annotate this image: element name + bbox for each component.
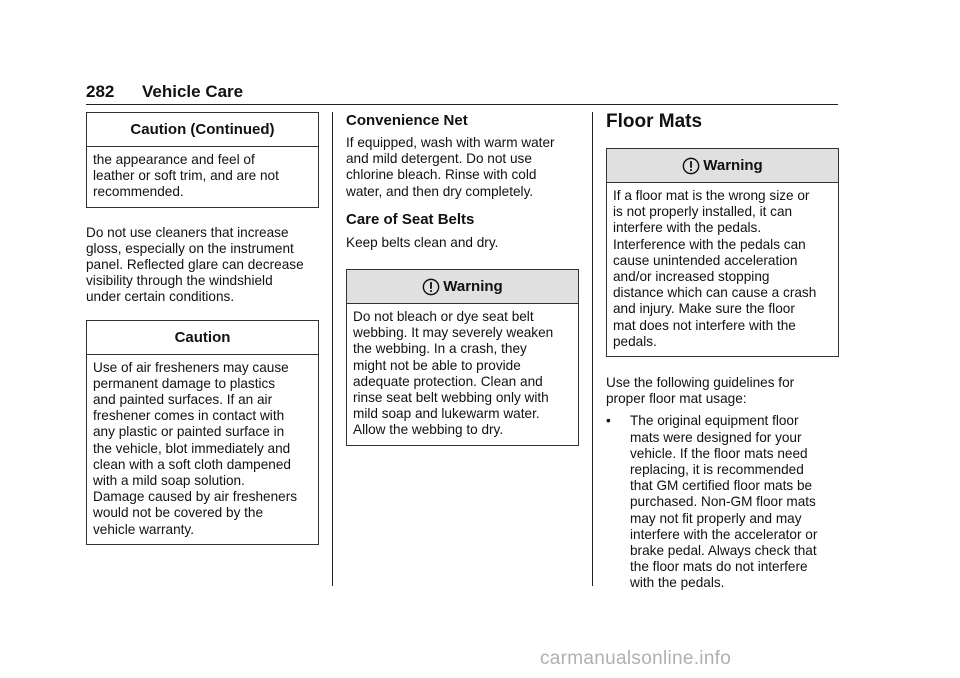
text-line: water, and then dry completely. — [346, 183, 534, 199]
text-line: vehicle warranty. — [93, 521, 194, 537]
text-line: and painted surfaces. If an air — [93, 392, 273, 408]
floor-mat-warning-box — [606, 148, 839, 357]
text-line: brake pedal. Always check that — [630, 543, 817, 559]
warning-body — [347, 304, 578, 445]
text-line: Allow the webbing to dry. — [353, 422, 504, 438]
text-line: and mild detergent. Do not use — [346, 151, 532, 167]
text-line: The original equipment floor — [630, 413, 799, 429]
text-line: Damage caused by air fresheners — [93, 489, 298, 505]
text-line: panel. Reflected glare can decrease — [86, 257, 304, 273]
warning-icon — [682, 157, 700, 175]
warning-title: Warning — [443, 278, 503, 296]
caution-title: Caution — [87, 321, 318, 355]
warning-body — [607, 183, 838, 356]
text-line: clean with a soft cloth dampened — [93, 456, 291, 472]
text-line: vehicle. If the floor mats need — [630, 445, 808, 461]
text-line: the vehicle, blot immediately and — [93, 440, 291, 456]
watermark: carmanualsonline.info — [540, 648, 732, 669]
caution-continued-box — [86, 112, 319, 208]
text-line: under certain conditions. — [86, 289, 235, 305]
text-line: webbing. It may severely weaken — [353, 325, 554, 341]
text-line: with the pedals. — [630, 575, 725, 591]
column-divider — [332, 112, 333, 586]
floor-mats-heading: Floor Mats — [606, 111, 703, 132]
bullet-marker: • — [606, 413, 611, 429]
text-line: would not be covered by the — [93, 505, 264, 521]
text-line: the floor mats do not interfere — [630, 559, 808, 575]
caution-body — [87, 355, 318, 544]
bullet-text — [630, 413, 817, 591]
text-line: adequate protection. Clean and — [353, 373, 543, 389]
section-title: Vehicle Care — [142, 82, 244, 101]
text-line: gloss, especially on the instrument — [86, 240, 294, 256]
page-header — [86, 82, 838, 105]
text-line: visibility through the windshield — [86, 273, 273, 289]
text-line: If a floor mat is the wrong size or — [613, 188, 810, 203]
seat-belts-text: Keep belts clean and dry. — [346, 234, 499, 250]
text-line: with a mild soap solution. — [93, 473, 245, 489]
convenience-net-paragraph — [346, 135, 579, 200]
warning-header — [347, 270, 578, 304]
text-line: is not properly installed, it can — [613, 204, 793, 220]
text-line: may not fit properly and may — [630, 510, 802, 526]
warning-icon — [422, 278, 440, 296]
warning-header — [607, 149, 838, 183]
text-line: purchased. Non-GM floor mats — [630, 494, 816, 510]
text-line: chlorine bleach. Rinse with cold — [346, 167, 537, 183]
seat-belt-warning-box — [346, 269, 579, 446]
text-line: any plastic or painted surface in — [93, 424, 285, 440]
text-line: If equipped, wash with warm water — [346, 135, 555, 150]
text-line: and injury. Make sure the floor — [613, 301, 795, 317]
text-line: Use of air fresheners may cause — [93, 359, 289, 375]
text-line: Interference with the pedals can — [613, 236, 806, 252]
seat-belts-heading: Care of Seat Belts — [346, 210, 475, 228]
warning-title: Warning — [703, 157, 763, 174]
text-line: mats were designed for your — [630, 429, 802, 445]
text-line: recommended. — [93, 184, 184, 200]
text-line: the appearance and feel of — [93, 152, 255, 167]
text-line: replacing, it is recommended — [630, 462, 804, 478]
list-item — [606, 413, 839, 591]
column-2 — [346, 112, 579, 446]
column-1 — [86, 112, 319, 545]
text-line: mild soap and lukewarm water. — [353, 406, 540, 422]
text-line: might not be able to provide — [353, 357, 521, 373]
text-line: rinse seat belt webbing only with — [353, 390, 549, 406]
convenience-net-heading: Convenience Net — [346, 112, 468, 129]
text-line: Do not use cleaners that increase — [86, 224, 289, 240]
column-divider — [592, 112, 593, 586]
text-line: and/or increased stopping — [613, 269, 770, 285]
text-line: cause unintended acceleration — [613, 252, 798, 268]
text-line: interfere with the accelerator or — [630, 526, 818, 542]
caution-box — [86, 320, 319, 545]
page-number: 282 — [86, 82, 115, 101]
text-line: permanent damage to plastics — [93, 375, 276, 391]
guidelines-intro — [606, 375, 839, 407]
text-line: distance which can cause a crash — [613, 285, 817, 301]
text-line: the webbing. In a crash, they — [353, 341, 527, 357]
text-line: Do not bleach or dye seat belt — [353, 309, 534, 325]
column-3 — [606, 112, 839, 592]
text-line: interfere with the pedals. — [613, 220, 762, 236]
text-line: freshener comes in contact with — [93, 408, 285, 424]
caution-continued-title: Caution (Continued) — [87, 113, 318, 147]
text-line: mat does not interfere with the — [613, 317, 796, 333]
text-line: Use the following guidelines for — [606, 375, 795, 391]
text-line: pedals. — [613, 333, 657, 349]
cleaner-paragraph — [86, 225, 319, 306]
caution-continued-body — [87, 147, 318, 207]
text-line: that GM certified floor mats be — [630, 478, 813, 494]
text-line: leather or soft trim, and are not — [93, 168, 279, 184]
text-line: proper floor mat usage: — [606, 391, 747, 407]
